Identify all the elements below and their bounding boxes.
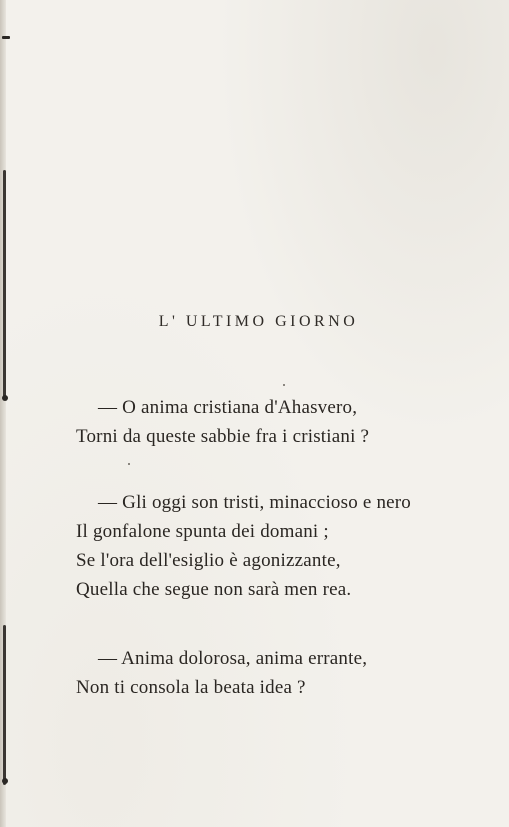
margin-mark — [2, 395, 8, 401]
stanza-2 — [76, 488, 411, 604]
paper-speck — [283, 384, 285, 386]
paper-speck — [128, 463, 130, 465]
verse-line: — O anima cristiana d'Ahasvero, — [98, 397, 358, 418]
margin-mark — [2, 778, 8, 784]
binding-thread-mark — [3, 170, 6, 400]
poem-title: L' ULTIMO GIORNO — [158, 313, 359, 330]
margin-mark — [2, 36, 10, 39]
verse-line: Se l'ora dell'esiglio è agonizzante, — [76, 550, 341, 571]
verse-line: — Gli oggi son tristi, minaccioso e nero — [98, 492, 412, 513]
verse-line: Il gonfalone spunta dei domani ; — [76, 521, 329, 542]
stanza-1 — [76, 393, 369, 451]
verse-line: Non ti consola la beata idea ? — [76, 677, 306, 698]
verse-line: Torni da queste sabbie fra i cristiani ? — [76, 426, 370, 447]
binding-thread-mark — [3, 625, 6, 785]
stanza-3 — [76, 644, 367, 702]
verse-line: Quella che segue non sarà men rea. — [76, 579, 352, 600]
verse-line: — Anima dolorosa, anima errante, — [98, 648, 368, 669]
